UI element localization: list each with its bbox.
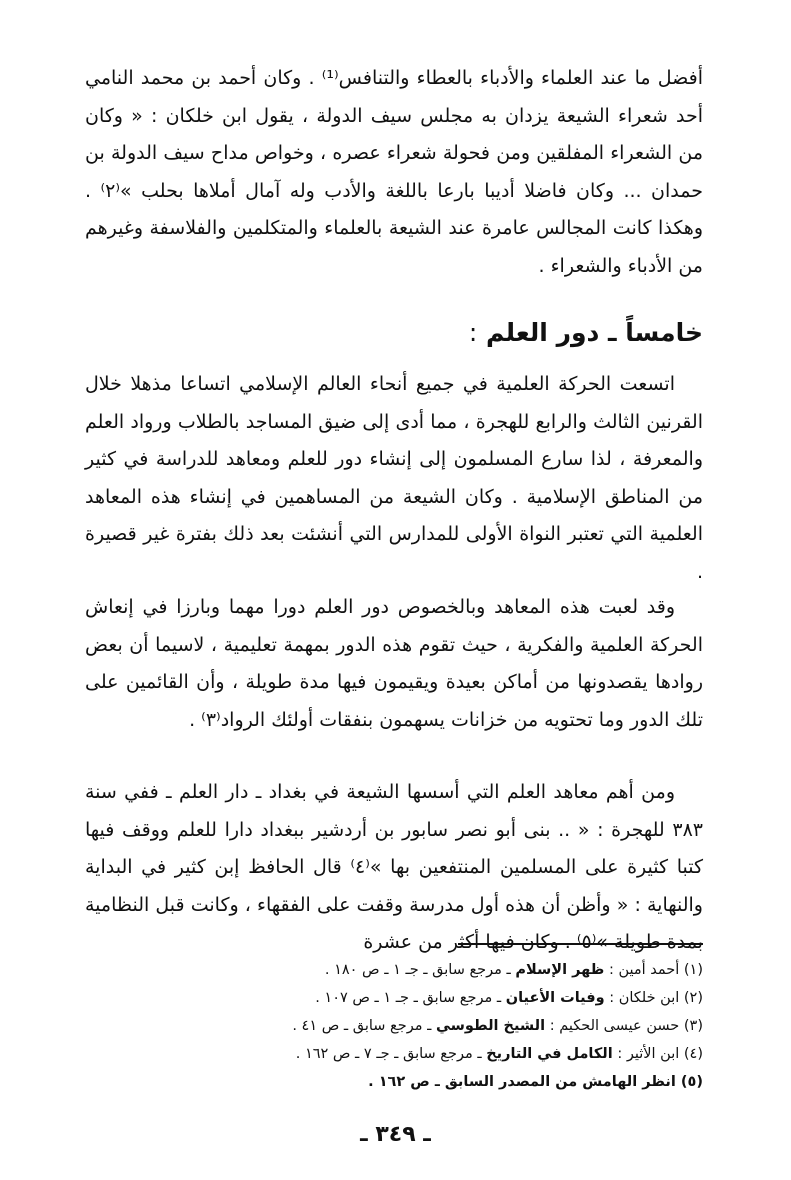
footnote-2 xyxy=(85,984,703,1012)
footnote-1-ref: ـ مرجع سابق ـ جـ ١ ـ ص ١٨٠ . xyxy=(324,962,516,978)
footnote-2-ref: ـ مرجع سابق ـ جـ ١ ـ ص ١٠٧ . xyxy=(315,990,506,1006)
heading-title: خامساً ـ دور العلم xyxy=(485,318,703,347)
footnotes-list xyxy=(85,956,703,1096)
paragraph-1: أفضل ما عند العلماء والأدباء بالعطاء والتنافس⁽¹⁾ . وكان أحمد بن محمد النامي أحد شعراء الشيعة يزدان به مجلس سيف الدولة ، يقول ابن خلكان : « وكان من الشعراء المفلقين ومن فحولة شعراء عصره ، وخواص مداح سيف الدولة بن حمدان ... وكان فاضلا أديبا بارعا باللغة والأدب وله آمال أملاها بحلب »⁽٢⁾ . وهكذا كانت المجالس عامرة عند الشيعة بالعلماء والمتكلمين والفلاسفة وغيرهم من الأدباء والشعراء . xyxy=(85,67,703,277)
footnote-4-author: (٤) ابن الأثير : xyxy=(612,1046,703,1062)
footnote-2-title: وفيات الأعيان xyxy=(505,990,605,1006)
paragraph-2: اتسعت الحركة العلمية في جميع أنحاء العالم الإسلامي اتساعا مذهلا خلال القرنين الثالث والرابع للهجرة ، مما أدى إلى ضيق المساجد بالطلاب ورواد العلم والمعرفة ، لذا سارع المسلمون إلى إنشاء دور للعلم ومعاهد للدراسة في كثير من المناطق الإسلامية . وكان الشيعة من المساهمين في إنشاء هذه المعاهد العلمية التي تعتبر النواة الأولى للمدارس التي أنشئت بعد ذلك بفترة غير قصيرة . xyxy=(85,373,703,583)
footnote-3-author: (٣) حسن عيسى الحكيم : xyxy=(545,1018,703,1034)
footnote-1-author: (١) أحمد أمين : xyxy=(604,962,703,978)
footnote-2-author: (٢) ابن خلكان : xyxy=(604,990,703,1006)
footnote-5 xyxy=(85,1068,703,1096)
footnote-4-title: الكامل في التاريخ xyxy=(486,1046,613,1062)
footnote-5-text: (٥) انظر الهامش من المصدر السابق ـ ص ١٦٢ . xyxy=(368,1074,703,1090)
footnote-3 xyxy=(85,1012,703,1040)
footnote-3-title: الشيخ الطوسي xyxy=(435,1018,546,1034)
section-heading xyxy=(85,318,703,347)
footnote-4 xyxy=(85,1040,703,1068)
footnote-4-ref: ـ مرجع سابق ـ جـ ٧ ـ ص ١٦٢ . xyxy=(295,1046,487,1062)
footnote-1-title: ظهر الإسلام xyxy=(515,962,605,978)
page-number: ـ ٣٤٩ ـ xyxy=(360,1122,431,1147)
footnote-divider xyxy=(458,943,703,945)
footnote-1 xyxy=(85,956,703,984)
footnote-3-ref: ـ مرجع سابق ـ ص ٤١ . xyxy=(292,1018,436,1034)
heading-colon: : xyxy=(468,318,478,347)
paragraph-4: ومن أهم معاهد العلم التي أسسها الشيعة في بغداد ـ دار العلم ـ ففي سنة ٣٨٣ للهجرة : « .. بنى أبو نصر سابور بن أردشير ببغداد دارا للعلم ووقف فيها كتبا كثيرة على المسلمين المنتفعين بها »⁽٤⁾ قال الحافظ إبن كثير في البداية والنهاية : « وأظن أن هذه أول مدرسة وقفت على الفقهاء ، وكانت قبل النظامية بمدة طويلة »⁽٥⁾ . وكان فيها أكثر من عشرة xyxy=(85,781,703,953)
paragraph-3: وقد لعبت هذه المعاهد وبالخصوص دور العلم دورا مهما وبارزا في إنعاش الحركة العلمية والفكرية ، حيث تقوم هذه الدور بمهمة تعليمية ، لاسيما أن بعض روادها يقصدونها من أماكن بعيدة ويقيمون فيها مدة طويلة ، وأن القائمين على تلك الدور وما تحتويه من خزانات يسهمون بنفقات أولئك الرواد⁽٣⁾ . xyxy=(85,596,703,731)
